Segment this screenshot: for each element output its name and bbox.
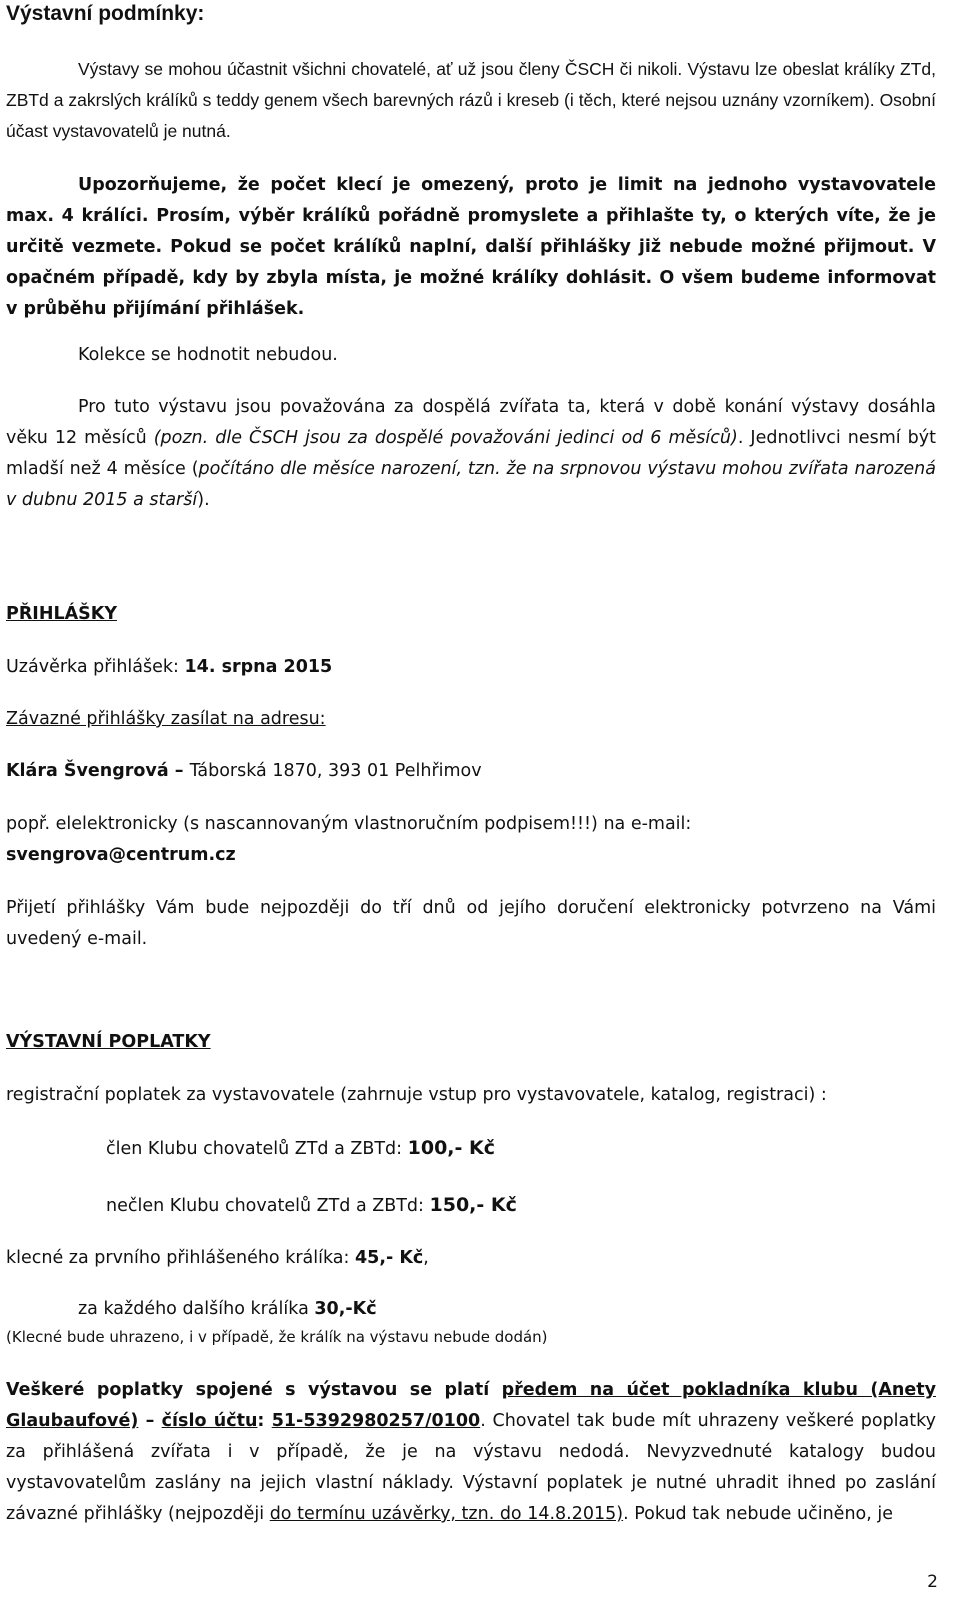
- age-text-4: počítáno dle měsíce narození, tzn. že na srpnovou výstavu mohou zvířata narozená v dubnu 2015 a starší: [6, 459, 936, 510]
- email-instruction: popř. elelektronicky (s nascannovaným vlastnoručním podpisem!!!) na e-mail:: [6, 814, 692, 834]
- cage-fee-first-tail: ,: [423, 1248, 429, 1268]
- cage-fee-note: (Klecné bude uhrazeno, i v případě, že králík na výstavu nebude dodán): [6, 1328, 548, 1346]
- age-text-1: Pro tuto výstavu jsou považována za dospělá zvířata ta, která v době konání výstavy dosáhla věku 12 měsíců: [6, 397, 936, 448]
- cage-fee-next-value: 30,-Kč: [314, 1299, 377, 1319]
- address-dash: –: [168, 761, 190, 781]
- recipient-name: Klára Švengrová: [6, 761, 169, 781]
- member-fee-value: 100,- Kč: [407, 1137, 496, 1159]
- deadline-value: 14. srpna 2015: [184, 657, 333, 677]
- collections-note: Kolekce se hodnotit nebudou.: [78, 345, 338, 365]
- age-paragraph: [6, 392, 936, 516]
- applications-title: PŘIHLÁŠKY: [6, 604, 117, 624]
- payment-deadline: do termínu uzávěrky, tzn. do 14.8.2015): [269, 1504, 624, 1524]
- intro-paragraph: Výstavy se mohou účastnit všichni chovatelé, ať už jsou členy ČSCH či nikoli. Výstavu lze obeslat králíky ZTd, ZBTd a zakrslých králíků s teddy genem všech barevných rázů i kreseb (i těch, které nejsou uznány vzorníkem). Osobní účast vystavovatelů je nutná.: [6, 59, 936, 141]
- page-title: Výstavní podmínky:: [6, 2, 205, 25]
- deadline-label: Uzávěrka přihlášek:: [6, 657, 185, 677]
- limit-notice: Upozorňujeme, že počet klecí je omezený, proto je limit na jednoho vystavovatele max. 4 králíci. Prosím, výběr králíků pořádně promyslete a přihlašte ty, o kterých víte, že je určitě vezmete. Pokud se počet králíků naplní, další přihlášky již nebude možné přijmout. V opačném případě, kdy by zbyla místa, je možné králíky dohlásit. O všem budeme informovat v průběhu přijímání přihlášek.: [6, 175, 936, 319]
- address-line: [6, 756, 936, 787]
- deadline-line: [6, 652, 936, 683]
- payment-text-c: –: [138, 1411, 162, 1431]
- registration-fee-line: registrační poplatek za vystavovatele (zahrnuje vstup pro vystavovatele, katalog, registraci) :: [6, 1085, 827, 1105]
- member-fee-line: [6, 1133, 936, 1165]
- nonmember-fee-line: [6, 1190, 936, 1222]
- payment-text-d: číslo účtu: [161, 1411, 258, 1431]
- nonmember-fee-label: nečlen Klubu chovatelů ZTd a ZBTd:: [106, 1196, 430, 1216]
- age-text-5: ).: [197, 490, 210, 510]
- cage-fee-next-label: za každého dalšího králíka: [78, 1299, 315, 1319]
- fees-title: VÝSTAVNÍ POPLATKY: [6, 1032, 211, 1052]
- email-address: svengrova@centrum.cz: [6, 845, 236, 865]
- cage-fee-first-line: [6, 1243, 936, 1274]
- cage-fee-first-value: 45,- Kč: [354, 1248, 424, 1268]
- bank-account-number: 51-5392980257/0100: [271, 1411, 481, 1431]
- age-text-3: . Jednotlivci nesmí být mladší než 4 měsíce (: [6, 428, 936, 479]
- payment-text-e: :: [257, 1411, 272, 1431]
- age-text-2: (pozn. dle ČSCH jsou za dospělé považováni jedinci od 6 měsíců): [153, 428, 738, 448]
- page-number: 2: [927, 1572, 938, 1592]
- address-label: Závazné přihlášky zasílat na adresu:: [6, 709, 326, 729]
- cage-fee-first-label: klecné za prvního přihlášeného králíka:: [6, 1248, 355, 1268]
- confirmation-note: Přijetí přihlášky Vám bude nejpozději do tří dnů od jejího doručení elektronicky potvrzeno na Vámi uvedený e-mail.: [6, 898, 936, 949]
- payment-text-b: předem na účet pokladníka klubu (Anety Glaubaufové): [6, 1380, 936, 1431]
- payment-text-i: . Pokud tak nebude učiněno, je: [623, 1504, 893, 1524]
- nonmember-fee-value: 150,- Kč: [429, 1194, 517, 1216]
- member-fee-label: člen Klubu chovatelů ZTd a ZBTd:: [106, 1139, 408, 1159]
- payment-text-a: Veškeré poplatky spojené s výstavou se platí: [6, 1380, 502, 1400]
- payment-text-g: . Chovatel tak bude mít uhrazeny veškeré poplatky za přihlášená zvířata i v případě, že je na výstavu nedodá. Nevyzvednuté katalogy budou vystavovatelům zaslány na jejich vlastní náklady. Výstavní poplatek je nutné uhradit ihned po zaslání závazné přihlášky (nejpozději: [6, 1411, 936, 1524]
- cage-fee-next-line: [6, 1294, 936, 1325]
- recipient-address: Táborská 1870, 393 01 Pelhřimov: [189, 761, 482, 781]
- payment-paragraph: [6, 1375, 936, 1530]
